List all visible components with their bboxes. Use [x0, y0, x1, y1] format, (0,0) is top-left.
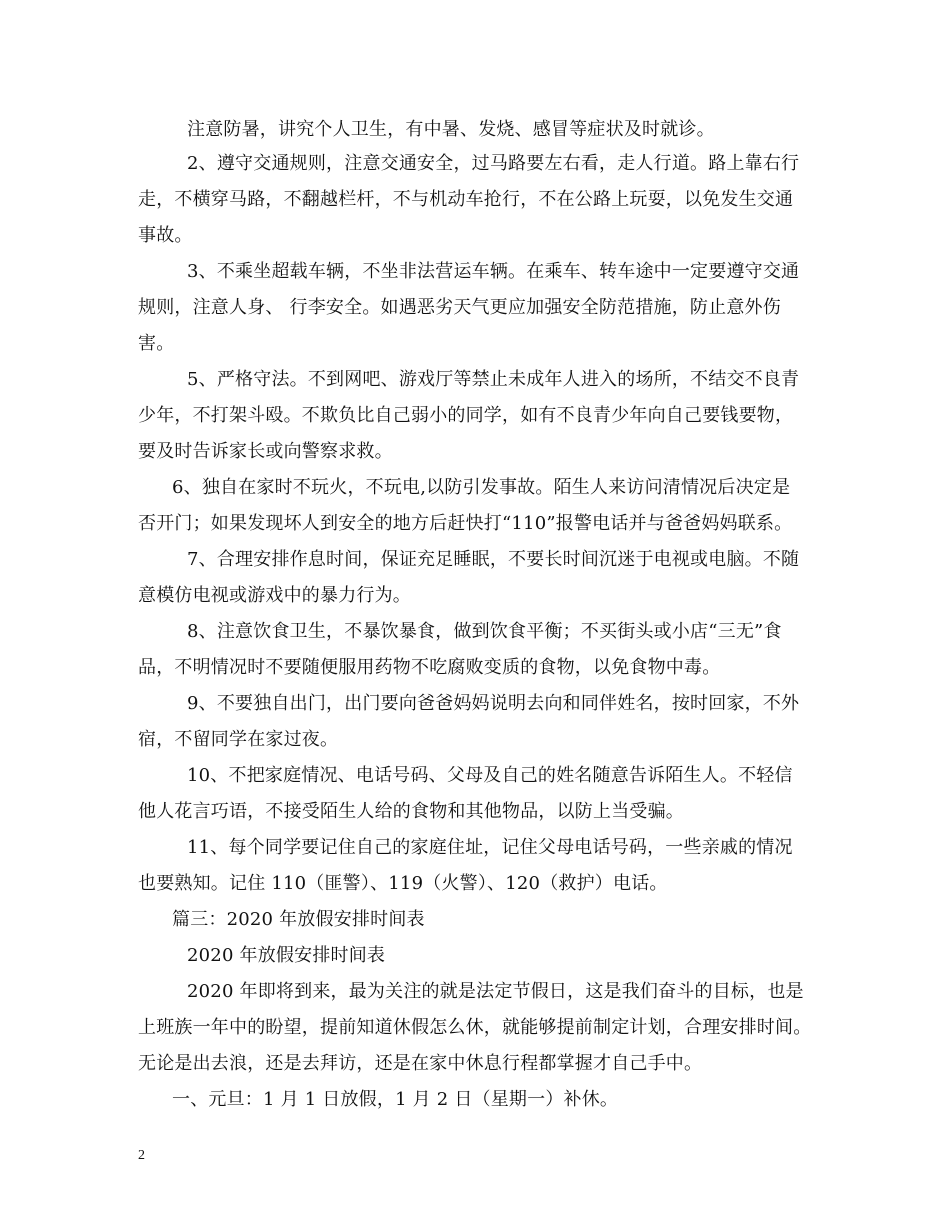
subheading: 2020 年放假安排时间表: [187, 945, 386, 966]
text-line: 10、不把家庭情况、电话号码、父母及自己的姓名随意告诉陌生人。不轻信: [187, 765, 793, 786]
page-number: 2: [138, 1148, 146, 1163]
text-line: 5、严格守法。不到网吧、游戏厅等禁止未成年人进入的场所，不结交不良青: [187, 369, 800, 390]
text-line: 2020 年即将到来，最为关注的就是法定节假日，这是我们奋斗的目标，也是: [187, 981, 804, 1002]
text-line: 6、独自在家时不玩火，不玩电,以防引发事故。陌生人来访问清情况后决定是: [172, 477, 791, 498]
text-line: 8、注意饮食卫生，不暴饮暴食，做到饮食平衡；不买街头或小店“三无”食: [187, 621, 782, 642]
text-line: 一、元旦：1 月 1 日放假，1 月 2 日（星期一）补休。: [172, 1089, 619, 1110]
text-line: 害。: [138, 333, 175, 354]
text-line: 9、不要独自出门，出门要向爸爸妈妈说明去向和同伴姓名，按时回家，不外: [187, 693, 800, 714]
text-line: 11、每个同学要记住自己的家庭住址，记住父母电话号码，一些亲戚的情况: [187, 837, 793, 858]
text-line: 要及时告诉家长或向警察求救。: [138, 441, 393, 462]
text-line: 上班族一年中的盼望，提前知道休假怎么休，就能够提前制定计划，合理安排时间。: [138, 1017, 812, 1038]
text-line: 少年，不打架斗殴。不欺负比自己弱小的同学，如有不良青少年向自己要钱要物，: [138, 405, 794, 426]
text-line: 2、遵守交通规则，注意交通安全，过马路要左右看，走人行道。路上靠右行: [187, 153, 800, 174]
text-line: 规则，注意人身、 行李安全。如遇恶劣天气更应加强安全防范措施，防止意外伤: [138, 297, 781, 318]
text-line: 3、不乘坐超载车辆，不坐非法营运车辆。在乘车、转车途中一定要遵守交通: [187, 261, 800, 282]
section-heading: 篇三：2020 年放假安排时间表: [172, 909, 425, 930]
text-line: 事故。: [138, 225, 193, 246]
text-line: 否开门；如果发现坏人到安全的地方后赶快打“110”报警电话并与爸爸妈妈联系。: [138, 513, 793, 534]
text-line: 走，不横穿马路，不翻越栏杆，不与机动车抢行，不在公路上玩耍，以免发生交通: [138, 189, 794, 210]
text-line: 注意防暑，讲究个人卫生，有中暑、发烧、感冒等症状及时就诊。: [187, 119, 715, 140]
text-line: 无论是出去浪，还是去拜访，还是在家中休息行程都掌握才自己手中。: [138, 1053, 703, 1074]
text-line: 他人花言巧语，不接受陌生人给的食物和其他物品，以防上当受骗。: [138, 801, 684, 822]
text-line: 7、合理安排作息时间，保证充足睡眠，不要长时间沉迷于电视或电脑。不随: [187, 549, 800, 570]
text-line: 意模仿电视或游戏中的暴力行为。: [138, 585, 411, 606]
text-line: 品，不明情况时不要随便服用药物不吃腐败变质的食物，以免食物中毒。: [138, 657, 721, 678]
text-line: 宿，不留同学在家过夜。: [138, 729, 339, 750]
text-line: 也要熟知。记住 110（匪警）、119（火警）、120（救护）电话。: [138, 873, 668, 894]
